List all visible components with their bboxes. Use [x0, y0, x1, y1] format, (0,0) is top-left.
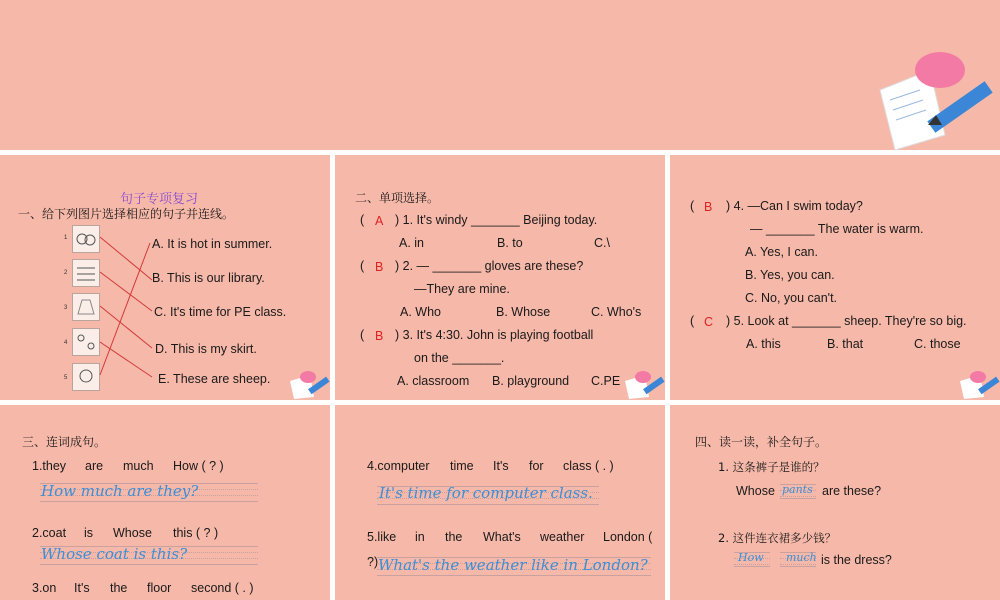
- q4-option-b: B. Yes, you can.: [745, 268, 835, 282]
- panel-multiple-choice-2: [670, 155, 1000, 400]
- question-3-line2: on the _______.: [414, 351, 505, 365]
- question-2-reply: —They are mine.: [414, 282, 510, 296]
- q2-option-a: A. Who: [400, 305, 441, 319]
- pic-number: 4: [64, 340, 68, 346]
- word: this ( ? ): [173, 526, 219, 540]
- word: It's: [74, 581, 90, 595]
- option-b: B. This is our library.: [152, 271, 265, 285]
- fill-answer-2b: much: [786, 551, 817, 564]
- word: What's: [483, 530, 521, 544]
- option-a: A. It is hot in summer.: [152, 237, 273, 251]
- word: 1.they: [32, 459, 67, 473]
- sentence-word: Whose: [736, 484, 775, 498]
- answer-sentence-5: What's the weather like in London?: [378, 556, 648, 574]
- answer-q2: B: [375, 260, 384, 274]
- answer-q4: B: [704, 200, 713, 214]
- sentence-word: is the dress?: [821, 553, 892, 567]
- word: weather: [540, 530, 585, 544]
- q3-option-c: C.PE: [591, 374, 621, 388]
- question-1: ) 1. It's windy _______ Beijing today.: [395, 213, 598, 227]
- section-heading: 三、连词成句。: [22, 435, 107, 449]
- word: floor: [147, 581, 172, 595]
- question-4: ) 4. —Can I swim today?: [726, 199, 863, 213]
- word: How ( ? ): [173, 459, 224, 473]
- q3-option-b: B. playground: [492, 374, 570, 388]
- option-d: D. This is my skirt.: [155, 342, 257, 356]
- word: much: [123, 459, 154, 473]
- pic-number: 2: [64, 270, 68, 276]
- section-heading: 二、单项选择。: [355, 191, 440, 205]
- word: for: [529, 459, 544, 473]
- question-5: ) 5. Look at _______ sheep. They're so big.: [726, 314, 967, 328]
- chinese-prompt-2: 2. 这件连衣裙多少钱？: [718, 531, 837, 545]
- paren-open: (: [360, 328, 365, 342]
- q5-option-a: A. this: [746, 337, 781, 351]
- word: 4.computer: [367, 459, 430, 473]
- word: 2.coat: [32, 526, 67, 540]
- word: are: [85, 459, 104, 473]
- paren-open: (: [360, 213, 365, 227]
- fill-answer-1: pants: [782, 483, 813, 496]
- answer-q3: B: [375, 329, 384, 343]
- q1-option-b: B. to: [497, 236, 523, 250]
- word: the: [110, 581, 128, 595]
- answer-q5: C: [704, 315, 714, 329]
- paper-pencil-icon: [870, 45, 1000, 155]
- paren-open: (: [690, 199, 695, 213]
- q2-option-c: C. Who's: [591, 305, 642, 319]
- paren-open: (: [690, 314, 695, 328]
- word: London (: [603, 530, 653, 544]
- q3-option-a: A. classroom: [397, 374, 470, 388]
- question-4-reply: — _______ The water is warm.: [750, 222, 924, 236]
- chinese-prompt-1: 1. 这条裤子是谁的？: [718, 460, 825, 474]
- section-heading: 一、给下列图片选择相应的句子并连线。: [18, 207, 235, 221]
- word: class ( . ): [563, 459, 614, 473]
- question-3: ) 3. It's 4:30. John is playing football: [395, 328, 594, 342]
- title-banner: [0, 0, 1000, 150]
- q5-option-b: B. that: [827, 337, 864, 351]
- q4-option-c: C. No, you can't.: [745, 291, 838, 305]
- answer-sentence-4: It's time for computer class.: [379, 484, 593, 502]
- fill-answer-2a: How: [738, 551, 764, 564]
- q1-option-c: C.\: [594, 236, 610, 250]
- question-2: ) 2. — _______ gloves are these?: [395, 259, 584, 273]
- answer-sentence-2: Whose coat is this?: [41, 545, 188, 563]
- word: Whose: [113, 526, 152, 540]
- paren-open: (: [360, 259, 365, 273]
- pencil-icon: [958, 367, 1000, 400]
- q5-option-c: C. those: [914, 337, 961, 351]
- panel-complete-sentences: [670, 405, 1000, 600]
- panel-word-ordering-1: [0, 405, 330, 600]
- q4-option-a: A. Yes, I can.: [745, 245, 818, 259]
- word: second ( . ): [191, 581, 254, 595]
- word: It's: [493, 459, 509, 473]
- section-heading: 四、读一读，补全句子。: [695, 435, 828, 449]
- word: 3.on: [32, 581, 57, 595]
- q2-option-b: B. Whose: [496, 305, 551, 319]
- word: time: [450, 459, 474, 473]
- answer-q1: A: [375, 214, 384, 228]
- q1-option-a: A. in: [399, 236, 425, 250]
- panel-word-ordering-2: [335, 405, 665, 600]
- word: 5.like: [367, 530, 397, 544]
- word: in: [415, 530, 425, 544]
- option-e: E. These are sheep.: [158, 372, 271, 386]
- word: the: [445, 530, 463, 544]
- sentence-word: are these?: [822, 484, 882, 498]
- panel-picture-matching: [0, 155, 330, 400]
- pic-number: 5: [64, 375, 68, 381]
- panel-multiple-choice-1: [335, 155, 665, 400]
- word: ?): [367, 555, 379, 569]
- option-c: C. It's time for PE class.: [154, 305, 287, 319]
- pic-number: 3: [64, 305, 68, 311]
- word: is: [84, 526, 94, 540]
- section-title: 句子专项复习: [120, 191, 199, 206]
- pencil-icon: [288, 367, 330, 400]
- pencil-icon: [623, 367, 665, 400]
- pic-number: 1: [64, 235, 68, 241]
- answer-sentence-1: How much are they?: [41, 482, 199, 500]
